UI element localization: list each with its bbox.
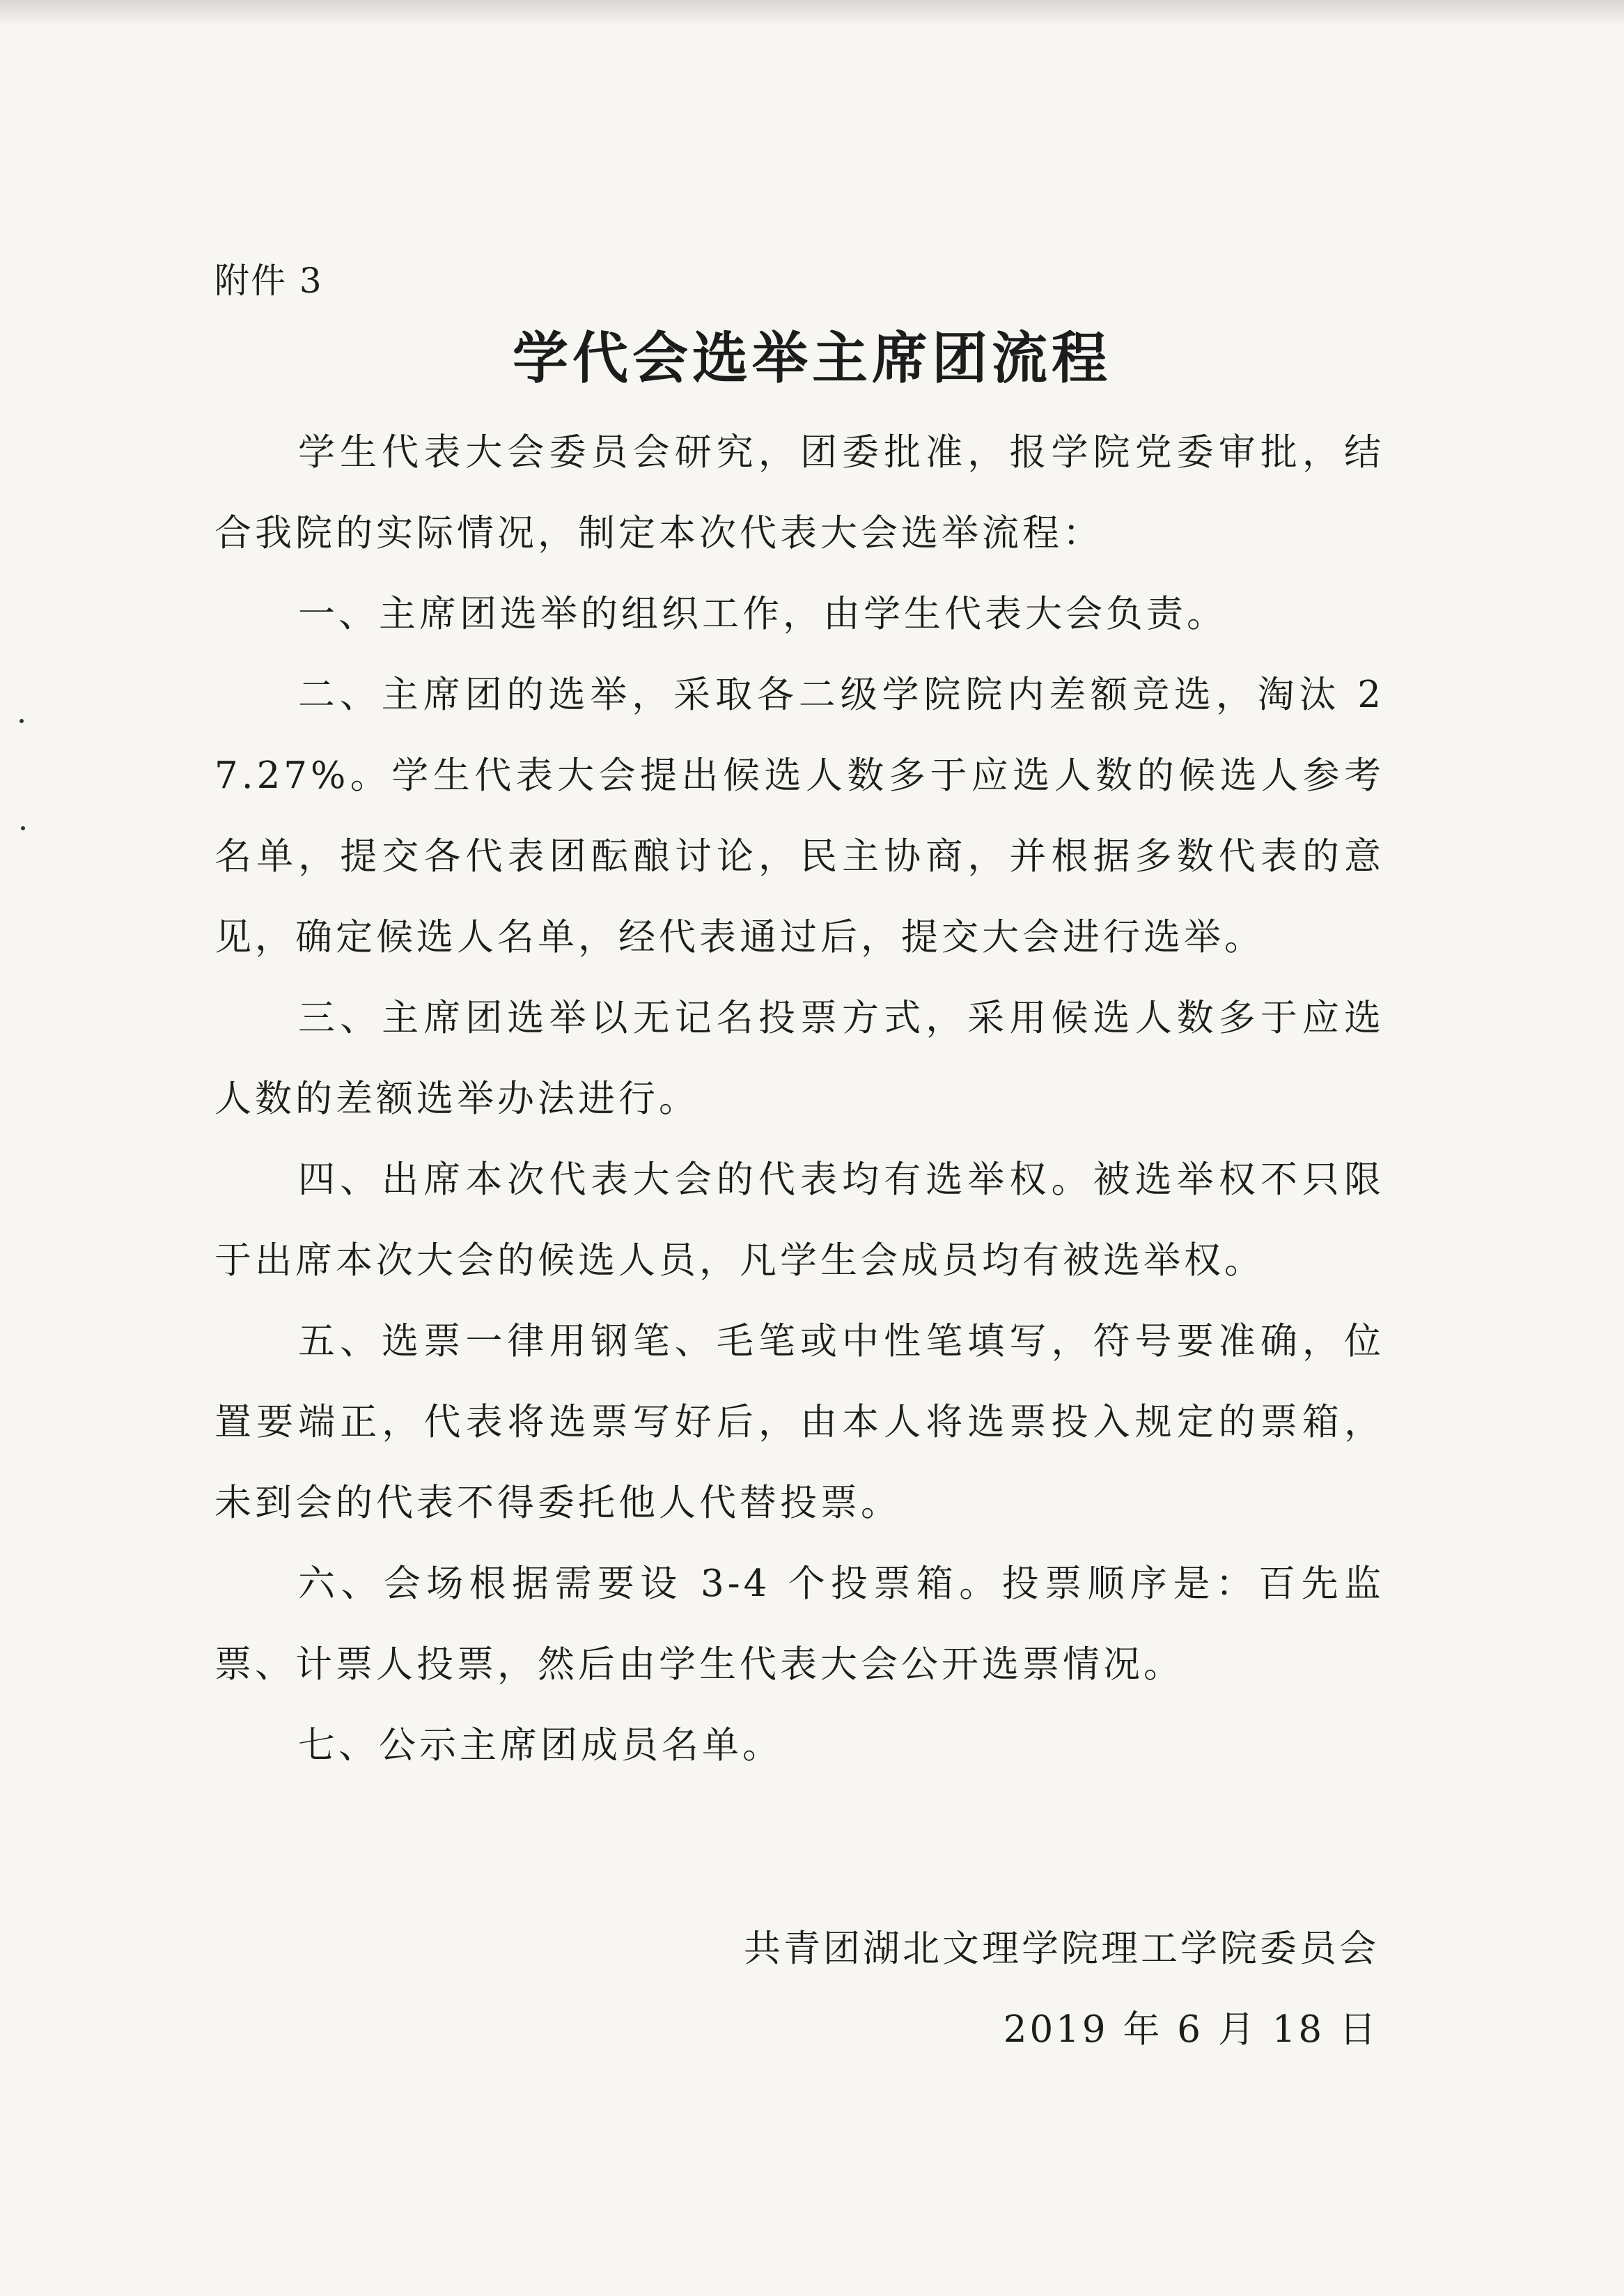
issuing-organization: 共青团湖北文理学院理工学院委员会 bbox=[744, 1927, 1379, 1970]
scan-speck bbox=[21, 826, 25, 830]
paragraph-2: 二、主席团的选举，采取各二级学院院内差额竞选，淘汰 27.27%。学生代表大会提出候选人数多于应选人数的候选人参考名单，提交各代表团酝酿讨论，民主协商，并根据多数代表的意见，确定候选人名单，经代表通过后，提交大会进行选举。 bbox=[214, 674, 1384, 959]
signature-block bbox=[744, 1909, 1379, 2070]
paragraph-7: 七、公示主席团成员名单。 bbox=[298, 1724, 783, 1767]
paragraph-1: 一、主席团选举的组织工作，由学生代表大会负责。 bbox=[298, 593, 1227, 635]
paragraph-intro: 学生代表大会委员会研究，团委批准，报学院党委审批，结合我院的实际情况，制定本次代表大会选举流程： bbox=[214, 431, 1384, 554]
scan-edge-shadow bbox=[0, 0, 1624, 26]
paragraph-5: 五、选票一律用钢笔、毛笔或中性笔填写，符号要准确，位置要端正，代表将选票写好后，由本人将选票投入规定的票箱，未到会的代表不得委托他人代替投票。 bbox=[214, 1320, 1384, 1524]
scan-speck bbox=[19, 719, 24, 723]
paragraph-3: 三、主席团选举以无记名投票方式，采用候选人数多于应选人数的差额选举办法进行。 bbox=[214, 997, 1384, 1120]
document-body bbox=[214, 412, 1384, 1786]
paragraph-6: 六、会场根据需要设 3-4 个投票箱。投票顺序是：百先监票、计票人投票，然后由学生代表大会公开选票情况。 bbox=[214, 1562, 1384, 1686]
issue-date: 2019 年 6 月 18 日 bbox=[1003, 2008, 1379, 2051]
attachment-label: 附件 3 bbox=[214, 261, 323, 301]
paragraph-4: 四、出席本次代表大会的代表均有选举权。被选举权不只限于出席本次大会的候选人员，凡学生会成员均有被选举权。 bbox=[214, 1158, 1384, 1282]
document-title: 学代会选举主席团流程 bbox=[513, 326, 1111, 391]
